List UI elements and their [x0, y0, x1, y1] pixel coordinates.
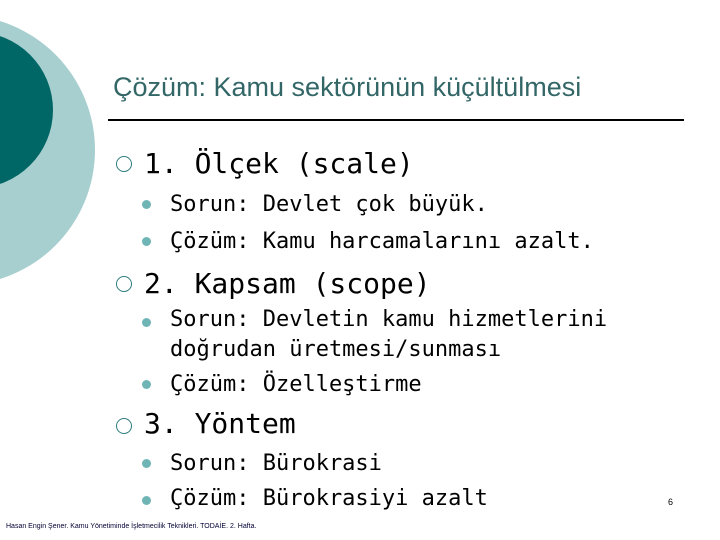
- item-1-subitem-2: Çözüm: Kamu harcamalarını azalt.: [170, 229, 594, 254]
- footer-citation: Hasan Engin Şener. Kamu Yönetiminde İşletmecilik Teknikleri. TODAİE. 2. Hafta.: [6, 523, 257, 530]
- slide-title: Çözüm: Kamu sektörünün küçültülmesi: [113, 72, 582, 102]
- item-2-label: 2. Kapsam (scope): [144, 267, 431, 300]
- circle-bullet-icon: [116, 276, 132, 292]
- item-1-label: 1. Ölçek (scale): [144, 147, 414, 180]
- dot-bullet-icon: [142, 459, 151, 468]
- circle-bullet-icon: [116, 418, 132, 434]
- item-2-subitem-1: Sorun: Devletin kamu hizmetlerini: [170, 307, 608, 332]
- title-divider: [108, 119, 684, 121]
- item-1-subitem-1: Sorun: Devlet çok büyük.: [170, 192, 488, 217]
- item-3-label: 3. Yöntem: [144, 407, 296, 440]
- item-3-subitem-1: Sorun: Bürokrasi: [170, 451, 382, 476]
- dot-bullet-icon: [142, 496, 151, 505]
- dot-bullet-icon: [142, 200, 151, 209]
- item-2-subitem-1-continued: doğrudan üretmesi/sunması: [170, 337, 502, 362]
- item-3-subitem-2: Çözüm: Bürokrasiyi azalt: [170, 486, 488, 511]
- item-2-subitem-2: Çözüm: Özelleştirme: [170, 372, 422, 397]
- circle-bullet-icon: [116, 156, 132, 172]
- decorative-circles: [0, 0, 140, 300]
- dot-bullet-icon: [142, 237, 151, 246]
- dot-bullet-icon: [142, 318, 151, 327]
- slide-number: 6: [668, 497, 674, 507]
- dot-bullet-icon: [142, 380, 151, 389]
